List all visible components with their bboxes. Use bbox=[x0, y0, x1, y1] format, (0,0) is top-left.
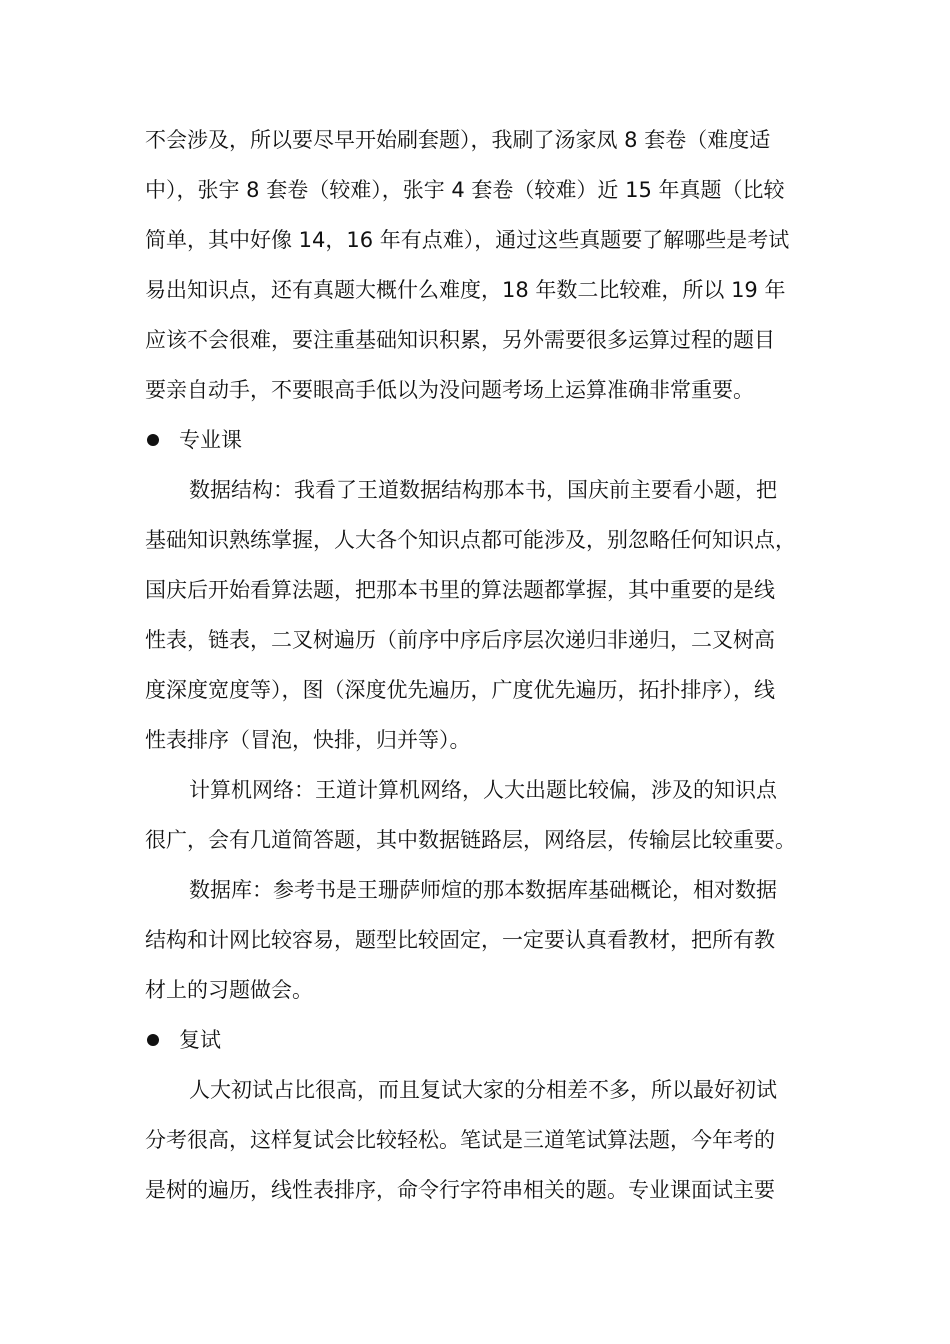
text-line: 中），张宇 8 套卷（较难），张宇 4 套卷（较难）近 15 年真题（比较 bbox=[145, 178, 785, 202]
text-line: 简单，其中好像 14，16 年有点难），通过这些真题要了解哪些是考试 bbox=[145, 228, 790, 252]
bullet-icon bbox=[147, 1034, 159, 1046]
text-line: 不会涉及，所以要尽早开始刷套题），我刷了汤家凤 8 套卷（难度适 bbox=[145, 128, 771, 152]
heading-text: 专业课 bbox=[179, 428, 242, 452]
text-line: 应该不会很难，要注重基础知识积累，另外需要很多运算过程的题目 bbox=[145, 328, 775, 352]
text-line: 人大初试占比很高，而且复试大家的分相差不多，所以最好初试 bbox=[189, 1078, 777, 1102]
text-line: 数据库：参考书是王珊萨师煊的那本数据库基础概论，相对数据 bbox=[189, 878, 777, 902]
text-line: 要亲自动手，不要眼高手低以为没问题考场上运算准确非常重要。 bbox=[145, 378, 754, 402]
text-line: 基础知识熟练掌握，人大各个知识点都可能涉及，别忽略任何知识点， bbox=[145, 528, 796, 552]
text-line: 度深度宽度等），图（深度优先遍历，广度优先遍历，拓扑排序），线 bbox=[145, 678, 775, 702]
text-line: 结构和计网比较容易，题型比较固定，一定要认真看教材，把所有教 bbox=[145, 928, 775, 952]
text-line: 易出知识点，还有真题大概什么难度，18 年数二比较难，所以 19 年 bbox=[145, 278, 786, 302]
bullet-icon bbox=[147, 434, 159, 446]
intro-paragraph bbox=[145, 115, 810, 415]
text-line: 计算机网络：王道计算机网络，人大出题比较偏，涉及的知识点 bbox=[189, 778, 777, 802]
text-line: 分考很高，这样复试会比较轻松。笔试是三道笔试算法题，今年考的 bbox=[145, 1128, 775, 1152]
heading-text: 复试 bbox=[179, 1028, 221, 1052]
data-structure-paragraph bbox=[145, 465, 810, 765]
database-paragraph bbox=[145, 865, 810, 1015]
text-line: 国庆后开始看算法题，把那本书里的算法题都掌握，其中重要的是线 bbox=[145, 578, 775, 602]
text-line: 材上的习题做会。 bbox=[145, 978, 313, 1002]
text-line: 数据结构：我看了王道数据结构那本书，国庆前主要看小题，把 bbox=[189, 478, 777, 502]
section-heading-retest bbox=[145, 1015, 810, 1065]
text-line: 很广，会有几道简答题，其中数据链路层，网络层，传输层比较重要。 bbox=[145, 828, 796, 852]
text-line: 性表排序（冒泡，快排，归并等）。 bbox=[145, 728, 471, 752]
text-line: 性表，链表，二叉树遍历（前序中序后序层次递归非递归，二叉树高 bbox=[145, 628, 775, 652]
network-paragraph bbox=[145, 765, 810, 865]
section-heading-professional bbox=[145, 415, 810, 465]
document-body bbox=[145, 115, 810, 1215]
retest-paragraph bbox=[145, 1065, 810, 1215]
text-line: 是树的遍历，线性表排序，命令行字符串相关的题。专业课面试主要 bbox=[145, 1178, 775, 1202]
